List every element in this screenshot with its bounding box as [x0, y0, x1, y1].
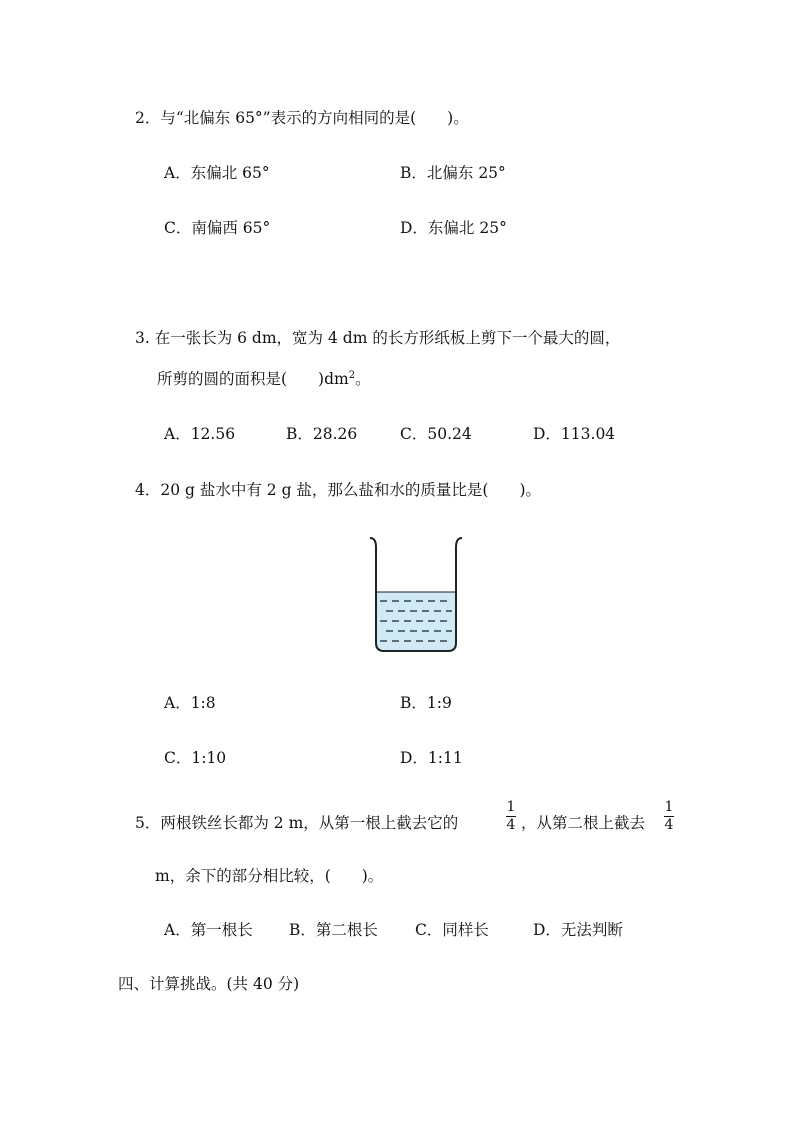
q2-option-d: D．东偏北 25° [400, 219, 507, 237]
q3-option-b: B．28.26 [286, 425, 358, 443]
q3-option-d: D．113.04 [533, 425, 616, 443]
q3-stem-line2 [157, 369, 371, 389]
q3-line2-text: 所剪的圆的面积是( )dm [157, 370, 349, 388]
q3-option-c: C．50.24 [400, 425, 472, 443]
q5-fraction-1-denominator: 4 [506, 817, 516, 833]
q2-option-c: C．南偏西 65° [164, 219, 271, 237]
q5-stem-line1-b: ，从第二根上截去 [521, 814, 646, 832]
q5-fraction-2-numerator: 1 [664, 799, 674, 815]
q5-option-b: B．第二根长 [289, 921, 378, 939]
q3-line2-end: 。 [355, 370, 371, 388]
q5-fraction-1-numerator: 1 [506, 799, 516, 815]
q2-option-a: A．东偏北 65° [164, 164, 270, 182]
q5-option-a: A．第一根长 [164, 921, 253, 939]
q4-option-b: B．1:9 [400, 694, 452, 712]
q5-fraction-2 [664, 800, 674, 833]
q5-stem-line1-a: 5．两根铁丝长都为 2 m，从第一根上截去它的 [135, 814, 459, 832]
q5-option-c: C．同样长 [415, 921, 489, 939]
q4-option-d: D．1:11 [400, 749, 463, 767]
q2-option-b: B．北偏东 25° [400, 164, 506, 182]
q4-option-c: C．1:10 [164, 749, 227, 767]
section-4-heading: 四、计算挑战。(共 40 分) [118, 975, 300, 993]
q3-option-a: A．12.56 [164, 425, 236, 443]
q3-squared-exponent: 2 [348, 369, 356, 381]
q5-stem-line2: m，余下的部分相比较，( )。 [155, 867, 384, 885]
q5-option-d: D．无法判断 [533, 921, 623, 939]
q2-stem: 2．与“北偏东 65°”表示的方向相同的是( )。 [135, 109, 469, 127]
q4-stem: 4．20 g 盐水中有 2 g 盐，那么盐和水的质量比是( )。 [135, 481, 542, 499]
q5-fraction-1 [506, 800, 516, 833]
q5-fraction-2-denominator: 4 [664, 817, 674, 833]
q3-stem-line1: 3. 在一张长为 6 dm，宽为 4 dm 的长方形纸板上剪下一个最大的圆， [135, 329, 621, 347]
beaker-illustration [366, 535, 466, 657]
q4-option-a: A．1:8 [164, 694, 216, 712]
